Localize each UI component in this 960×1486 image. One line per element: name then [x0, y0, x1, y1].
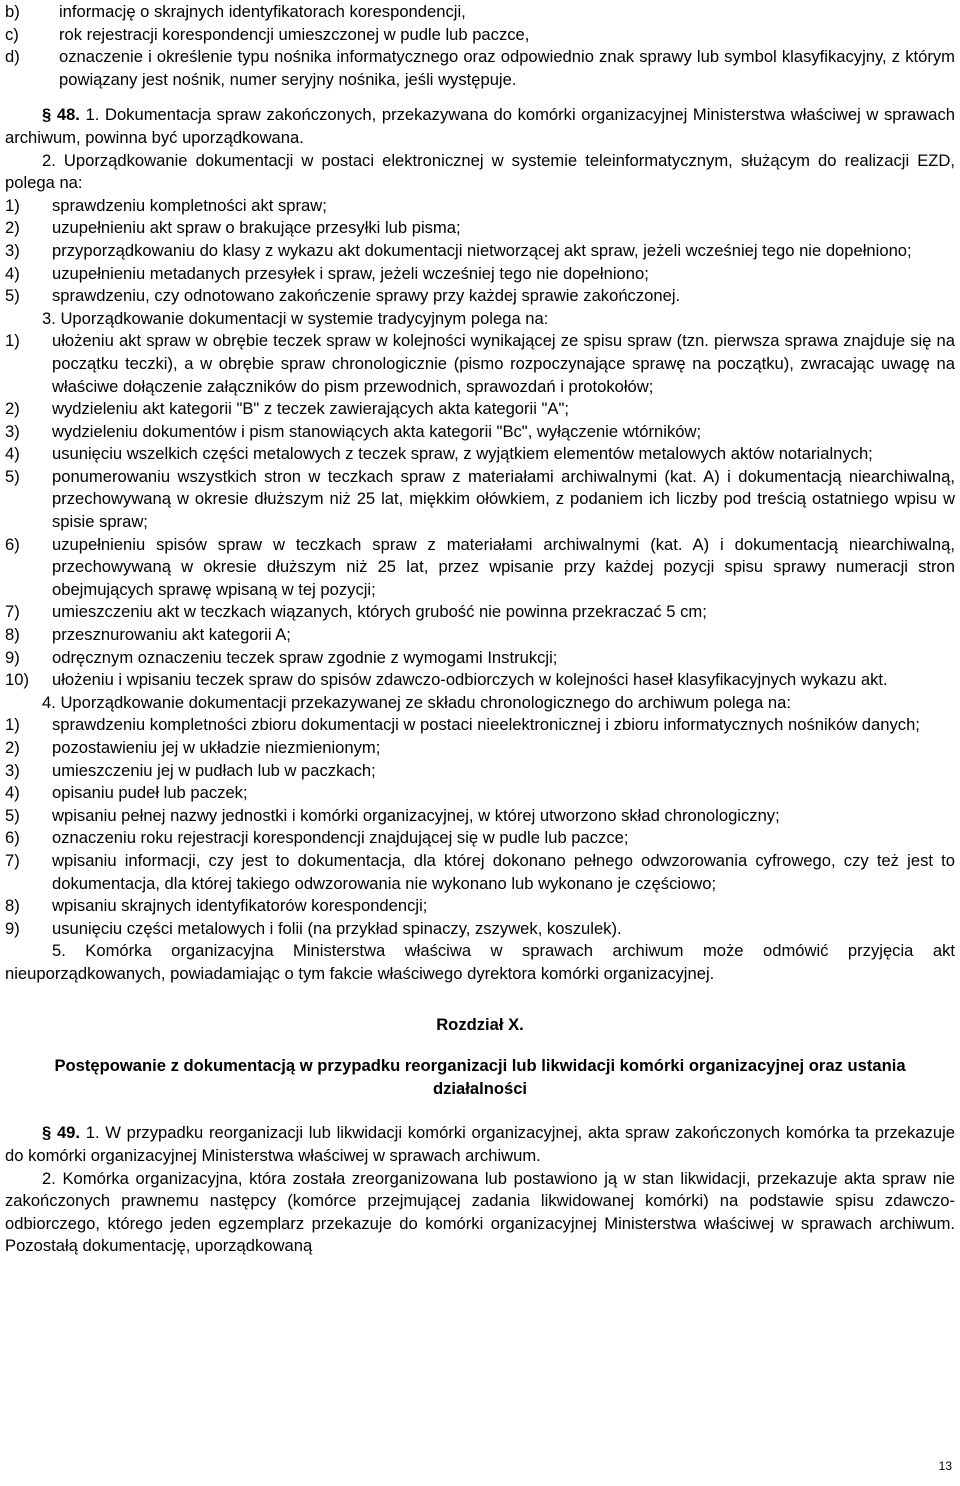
list-item	[5, 263, 955, 286]
list-marker: 5)	[5, 286, 20, 306]
list-item	[5, 782, 955, 805]
list-item	[5, 466, 955, 534]
list-marker: c)	[5, 24, 19, 44]
list-item-text: wpisaniu pełnej nazwy jednostki i komórki organizacyjnej, w której utworzono skład chronologiczny;	[52, 805, 780, 825]
list-marker: 9)	[5, 647, 20, 667]
list-marker: 1)	[5, 331, 20, 351]
list-item-text: oznaczenie i określenie typu nośnika informatycznego oraz odpowiednio znak sprawy lub symbol klasyfikacyjny, z którym powiązany jest nośnik, numer seryjny nośnika, jeśli występuje.	[59, 47, 955, 89]
list-marker: 8)	[5, 625, 20, 645]
chapter-heading: Rozdział X.	[436, 1014, 524, 1034]
list-item	[5, 285, 955, 308]
list-item-text: usunięciu wszelkich części metalowych z teczek spraw, z wyjątkiem elementów metalowych aktów notarialnych;	[52, 444, 873, 464]
list-item	[5, 330, 955, 398]
section-sign: §	[42, 1123, 52, 1143]
list-marker: 2)	[5, 218, 20, 238]
list-item-text: uzupełnieniu akt spraw o brakujące przesyłki lub pisma;	[52, 218, 461, 238]
list-item	[5, 827, 955, 850]
ezd-steps-list	[5, 195, 955, 308]
list-marker: d)	[5, 47, 20, 67]
list-marker: 1)	[5, 715, 20, 735]
list-item-text: opisaniu pudeł lub paczek;	[52, 783, 248, 803]
list-marker: 6)	[5, 534, 20, 554]
list-item-text: uzupełnieniu metadanych przesyłek i spraw, jeżeli wcześniej tego nie dopełniono;	[52, 263, 649, 283]
chapter-title: Postępowanie z dokumentacją w przypadku reorganizacji lub likwidacji komórki organizacyjnej oraz ustania działalności	[54, 1056, 906, 1098]
list-marker: 5)	[5, 466, 20, 486]
list-item	[5, 217, 955, 240]
list-item-text: pozostawieniu jej w układzie niezmienionym;	[52, 738, 381, 757]
list-item	[5, 443, 955, 466]
list-item	[5, 195, 955, 218]
list-marker: 5)	[5, 805, 20, 825]
list-item-text: usunięciu części metalowych i folii (na przykład spinaczy, zszywek, koszulek).	[52, 918, 622, 938]
list-item	[5, 714, 955, 737]
list-marker: 7)	[5, 602, 20, 622]
list-item-text: sprawdzeniu, czy odnotowano zakończenie sprawy przy każdej sprawie zakończonej.	[52, 286, 681, 306]
list-marker: 8)	[5, 896, 20, 916]
list-item-text: wpisaniu skrajnych identyfikatorów korespondencji;	[52, 896, 428, 916]
list-item	[5, 398, 955, 421]
list-marker: 10)	[5, 670, 29, 690]
list-item	[5, 850, 955, 895]
section-number: 48.	[56, 105, 80, 125]
section-49-paragraph-1	[5, 1122, 955, 1167]
page-number: 13	[938, 1459, 952, 1473]
list-item-text: umieszczeniu akt w teczkach wiązanych, których grubość nie powinna przekraczać 5 cm;	[52, 602, 707, 622]
list-item	[5, 1, 955, 24]
list-marker: 4)	[5, 783, 20, 803]
letter-list	[5, 1, 955, 91]
list-item-text: oznaczeniu roku rejestracji korespondencji znajdującej się w pudle lub paczce;	[52, 828, 629, 848]
list-item	[5, 760, 955, 783]
traditional-steps-list	[5, 330, 955, 692]
list-item	[5, 895, 955, 918]
list-item-text: wydzieleniu akt kategorii "B" z teczek zawierających akta kategorii "A";	[52, 399, 569, 419]
list-item-text: wpisaniu informacji, czy jest to dokumentacja, dla której dokonano pełnego odwzorowania cyfrowego, czy też jest to dokumentacja, dla której takiego odwzorowania nie wykonano lub wykonano je częściowo;	[52, 850, 955, 893]
list-item	[5, 601, 955, 624]
paragraph-text: 1. W przypadku reorganizacji lub likwidacji komórki organizacyjnej, akta spraw zakończonych komórka ta przekazuje do komórki organizacyjnej Ministerstwa właściwej w sprawach archiwum.	[5, 1123, 955, 1165]
list-item-text: uzupełnieniu spisów spraw w teczkach spraw z materiałami archiwalnymi (kat. A) i dokumentacją niearchiwalną, przechowywaną w okresie dłuższym niż 25 lat, przez wpisanie przy każdej pozycji spisu sprawy numeracji stron obejmujących sprawę wpisaną w tej pozycji;	[52, 534, 955, 599]
list-item-text: odręcznym oznaczeniu teczek spraw zgodnie z wymogami Instrukcji;	[52, 647, 558, 667]
section-48-paragraph-5: 5. Komórka organizacyjna Ministerstwa właściwa w sprawach archiwum może odmówić przyjęcia akt nieuporządkowanych, powiadamiając o tym fakcie właściwego dyrektora komórki organizacyjnej.	[5, 941, 955, 983]
paragraph-text: 1. Dokumentacja spraw zakończonych, przekazywana do komórki organizacyjnej Ministerstwa właściwej w sprawach archiwum, powinna być uporządkowana.	[5, 105, 955, 147]
list-item-text: ułożeniu akt spraw w obrębie teczek spraw w kolejności wynikającej ze spisu spraw (tzn. pierwsza sprawa znajduje się na początku teczki), a w obrębie spraw chronologicznie (pismo rozpoczynające sprawę na początku), zwracając uwagę na właściwe dołączenie załączników do pism przewodnich, sprawozdań i protokołów;	[52, 331, 955, 396]
list-item	[5, 46, 955, 91]
chronological-steps-list	[5, 714, 955, 940]
list-item	[5, 669, 955, 692]
section-48-paragraph-2: 2. Uporządkowanie dokumentacji w postaci elektronicznej w systemie teleinformatycznym, służącym do realizacji EZD, polega na:	[5, 150, 955, 193]
section-sign: §	[42, 105, 52, 125]
list-item-text: rok rejestracji korespondencji umieszczonej w pudle lub paczce,	[59, 24, 530, 44]
section-48-paragraph-3: 3. Uporządkowanie dokumentacji w systemie tradycyjnym polega na:	[42, 308, 549, 328]
list-marker: 3)	[5, 240, 20, 260]
list-marker: 2)	[5, 399, 20, 419]
list-marker: 2)	[5, 738, 20, 757]
section-48-paragraph-1	[5, 104, 955, 149]
list-marker: 4)	[5, 263, 20, 283]
list-marker: 1)	[5, 195, 20, 215]
list-item	[5, 534, 955, 602]
list-item-text: przyporządkowaniu do klasy z wykazu akt dokumentacji nietworzącej akt spraw, jeżeli wcześniej tego nie dopełniono;	[52, 240, 912, 260]
list-item	[5, 737, 955, 760]
list-item-text: sprawdzeniu kompletności zbioru dokumentacji w postaci nieelektronicznej i zbioru informatycznych nośników danych;	[52, 715, 920, 735]
section-48-paragraph-4: 4. Uporządkowanie dokumentacji przekazywanej ze składu chronologicznego do archiwum polega na:	[42, 692, 791, 712]
list-item	[5, 624, 955, 647]
list-item	[5, 240, 955, 263]
list-marker: 3)	[5, 760, 20, 780]
list-marker: 6)	[5, 828, 20, 848]
section-49-paragraph-2: 2. Komórka organizacyjna, która została zreorganizowana lub postawiono ją w stan likwidacji, przekazuje akta spraw nie zakończonych prawnemu następcy (komórce przejmującej zadania likwidowanej komórki) na podstawie spisu zdawczo-odbiorczego, którego jeden egzemplarz przekazuje do komórki organizacyjnej Ministerstwa właściwej w sprawach archiwum. Pozostałą dokumentację, uporządkowaną	[5, 1168, 955, 1256]
list-marker: 9)	[5, 918, 20, 938]
list-marker: b)	[5, 2, 20, 21]
section-number: 49.	[56, 1123, 81, 1143]
list-marker: 7)	[5, 850, 20, 870]
list-item-text: przesznurowaniu akt kategorii A;	[52, 625, 291, 645]
list-item-text: ponumerowaniu wszystkich stron w teczkach spraw z materiałami archiwalnymi (kat. A) i dokumentacją niearchiwalną, przechowywaną w okresie dłuższym niż 25 lat, miękkim ołówkiem, z podaniem ich liczby pod treścią ostatniego wpisu w spisie spraw;	[52, 466, 955, 532]
list-item-text: wydzieleniu dokumentów i pism stanowiących akta kategorii "Bc", wyłączenie wtórników;	[52, 421, 702, 441]
list-item	[5, 805, 955, 828]
list-marker: 3)	[5, 421, 20, 441]
list-item-text: sprawdzeniu kompletności akt spraw;	[52, 195, 327, 215]
list-item-text: ułożeniu i wpisaniu teczek spraw do spisów zdawczo-odbiorczych w kolejności haseł klasyfikacyjnych wykazu akt.	[52, 670, 888, 690]
list-item	[5, 647, 955, 670]
list-item-text: umieszczeniu jej w pudłach lub w paczkach;	[52, 760, 376, 780]
list-item	[5, 24, 955, 47]
list-marker: 4)	[5, 444, 20, 464]
list-item-text: informację o skrajnych identyfikatorach korespondencji,	[59, 2, 466, 21]
list-item	[5, 918, 955, 941]
list-item	[5, 421, 955, 444]
